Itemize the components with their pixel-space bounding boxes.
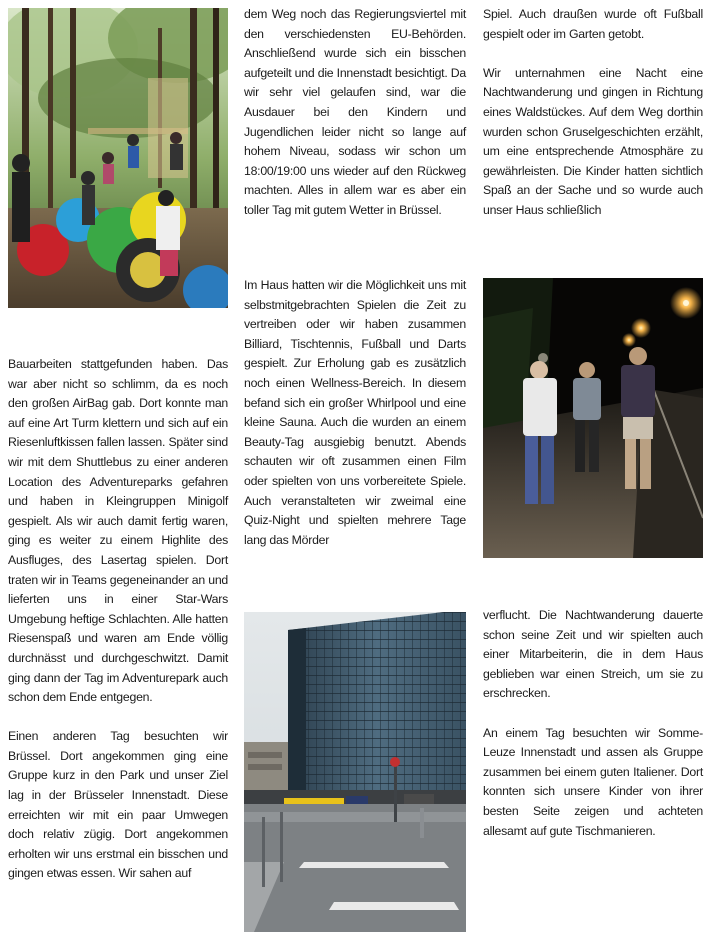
col3-bottom-paragraph-1: verflucht. Die Nachtwanderung dauerte schon seine Zeit und wir spielten auch einer Mitarbeiterin, die in dem Haus geblieben war einen Streich, um sie zu erschrecken. bbox=[483, 608, 703, 701]
column-2-top-text bbox=[244, 5, 466, 221]
column-1-text bbox=[8, 355, 228, 884]
column-3-bottom-text bbox=[483, 606, 703, 841]
column-3-top-text bbox=[483, 5, 703, 221]
adventurepark-illustration bbox=[8, 8, 228, 308]
col1-paragraph-1: Bauarbeiten stattgefunden haben. Das war aber nicht so schlimm, da es noch den großen AirBag gab. Dort konnte man auf eine Art Turm klettern und sich auf ein Riesenluftkissen fallen lassen. Später sind wir mit dem Shuttlebus zu einer anderen Location des Adventureparks gefahren und haben in Kleingruppen Minigolf gespielt. Als wir auch damit fertig waren, ging es weiter zu einem Highlite des Ausfluges, des Lasertag spielen. Dort traten wir in Teams gegeneinander an und lieferten uns in einer Star-Wars Umgebung heftige Schlachten. Alle hatten Riesenspaß und waren am Ende völlig durchnässt und durchgeschwitzt. Damit ging dann der Tag im Adventurepark auch schon dem Ende entgegen. bbox=[8, 357, 228, 705]
adventurepark-photo bbox=[8, 8, 228, 308]
column-2-middle-text bbox=[244, 276, 466, 550]
col3-top-paragraph-1: Spiel. Auch draußen wurde oft Fußball gespielt oder im Garten getobt. bbox=[483, 7, 703, 41]
col2-top-paragraph-1: dem Weg noch das Regierungsviertel mit den verschiedensten EU-Behörden. Anschließend wurde sich ein bisschen aufgeteilt und die Innenstadt besichtigt. Da wir sehr viel gelaufen sind, war die Ausdauer bei den Kindern und Jugendlichen leider nicht so lange auf hohem Niveau, sodass wir schon um 18:00/19:00 uns wieder auf den Rückweg machten. Alles in allem war es aber ein toller Tag mit gutem Wetter in Brüssel. bbox=[244, 7, 466, 217]
night-walk-illustration bbox=[483, 278, 703, 558]
brussels-illustration bbox=[244, 612, 466, 932]
brussels-photo bbox=[244, 612, 466, 932]
col2-mid-paragraph-1: Im Haus hatten wir die Möglichkeit uns mit selbstmitgebrachten Spielen die Zeit zu vertreiben oder wir haben zusammen Billiard, Tischtennis, Fußball und Darts gespielt. Zur Erholung gab es zusätzlich noch einen Wellness-Bereich. In diesem befand sich ein großer Whirlpool und eine kleine Sauna. Auch die wurden an einem Beauty-Tag ausgiebig benutzt. Abends schauten wir oft zusammen einen Film oder spielten von uns vorbereitete Spiele. Auch veranstalteten wir zweimal eine Quiz-Night und spielten mehrere Tage lang das Mörder bbox=[244, 278, 466, 547]
col3-bottom-paragraph-2: An einem Tag besuchten wir Somme-Leuze Innenstadt und assen als Gruppe zusammen bei einem guten Italiener. Dort konnten sich unsere Kinder von ihrer besten Seite zeigen und achteten allesamt auf gute Tischmanieren. bbox=[483, 725, 703, 838]
col1-paragraph-2: Einen anderen Tag besuchten wir Brüssel. Dort angekommen ging eine Gruppe kurz in den Park und unser Ziel lag in der Brüsseler Innenstadt. Diese erreichten wir mit ein paar Umwegen doch relativ zügig. Dort angekommen erholten wir uns erstmal ein bisschen und gingen etwas essen. Wir sahen auf bbox=[8, 729, 228, 881]
col3-top-paragraph-2: Wir unternahmen eine Nacht eine Nachtwanderung und gingen in Richtung eines Waldstückes. Auf dem Weg dorthin wurden schon Gruselgeschichten erzählt, um eine entsprechende Atmosphäre zu gewährleisten. Die Kinder hatten sichtlich Spaß an der Sache und so wurde auch unser Haus schließlich bbox=[483, 65, 703, 217]
night-walk-photo bbox=[483, 278, 703, 558]
